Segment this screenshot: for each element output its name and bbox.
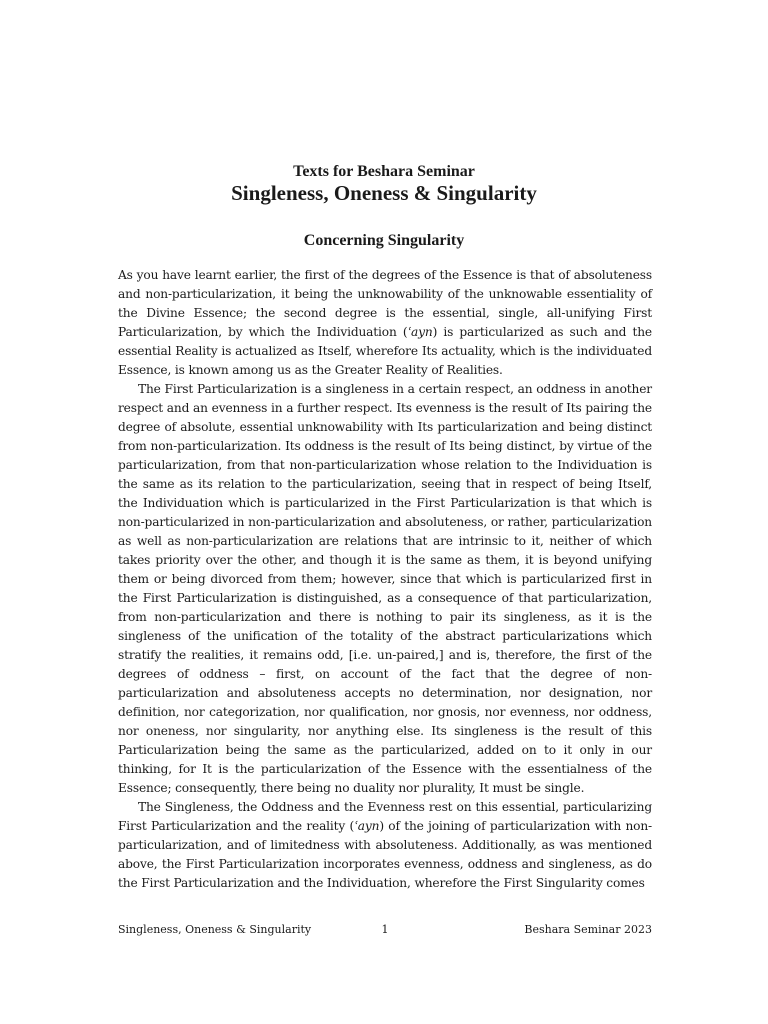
paragraph-2: The First Particularization is a singleness in a certain respect, an oddness in another respect and an evenness in a further respect. Its evenness is the result of Its pairing the degree of absolute, essential unknowability with Its particularization and being distinct from non-particularization. Its oddness is the result of Its being distinct, by virtue of the particularization, from that non-particularization whose relation to the Individuation is the same as its relation to the particularization, seeing that in respect of being Itself, the Individuation which is particularized in the First Particularization is that which is non-particularized in non-particularization and absoluteness, or rather, particularization as well as non-particularization are relations that are intrinsic to it, neither of which takes priority over the other, and though it is the same as them, it is beyond unifying them or being divorced from them; however, since that which is particularized first in the First Particularization is distinguished, as a consequence of that particularization, from non-particularization and there is nothing to pair its singleness, as it is the singleness of the unification of the totality of the abstract particularizations which stratify the realities, it remains odd, [i.e. un-paired,] and is, therefore, the first of the degrees of oddness – first, on account of the fact that the degree of non-particularization and absoluteness accepts no determination, nor designation, nor definition, nor categorization, nor qualification, nor gnosis, nor evenness, nor oddness, nor oneness, nor singularity, nor anything else. Its singleness is the result of this Particularization being the same as the particularized, added on to it only in our thinking, for It is the particularization of the Essence with the essentialness of the Essence; consequently, there being no duality nor plurality, It must be single. (118, 382, 652, 795)
footer-title: Singleness, Oneness & Singularity (118, 923, 312, 936)
footer-seminar: Beshara Seminar 2023 (524, 923, 652, 936)
paragraph-1-text-b: ) is particularized as such and the essential Reality is actualized as Itself, wherefore Its actuality, which is the individuated Essence, is known among us as the Greater Reality of Realities. (118, 325, 652, 377)
paragraph-1 (118, 266, 652, 380)
document-title: Singleness, Oneness & Singularity (231, 181, 537, 205)
series-title: Texts for Beshara Seminar (293, 163, 475, 180)
paragraph-3-text-a: The Singleness, the Oddness and the Evenness rest on this essential, particularizing First Particularization and the reality ( (118, 800, 652, 833)
page-footer (118, 922, 652, 938)
paragraph-1-term-ayn: ʿayn (407, 325, 433, 339)
body-text (118, 266, 652, 893)
paragraph-3 (118, 798, 652, 893)
paragraph-3-text-b: ) of the joining of particularization with non-particularization, and of limitedness with absoluteness. Additionally, as was mentioned above, the First Particularization incorporates evenness, oddness and singleness, as do the First Particularization and the Individuation, wherefore the First Singularity comes (118, 819, 652, 890)
section-heading: Concerning Singularity (303, 232, 465, 249)
paragraph-3-term-ayn: ʿayn (354, 819, 380, 833)
page-number: 1 (381, 923, 389, 936)
paragraph-1-text-a: As you have learnt earlier, the first of the degrees of the Essence is that of absoluteness and non-particularization, it being the unknowability of the unknowable essentiality of the Divine Essence; the second degree is the essential, single, all-unifying First Particularization, by which the Individuation ( (118, 268, 652, 339)
